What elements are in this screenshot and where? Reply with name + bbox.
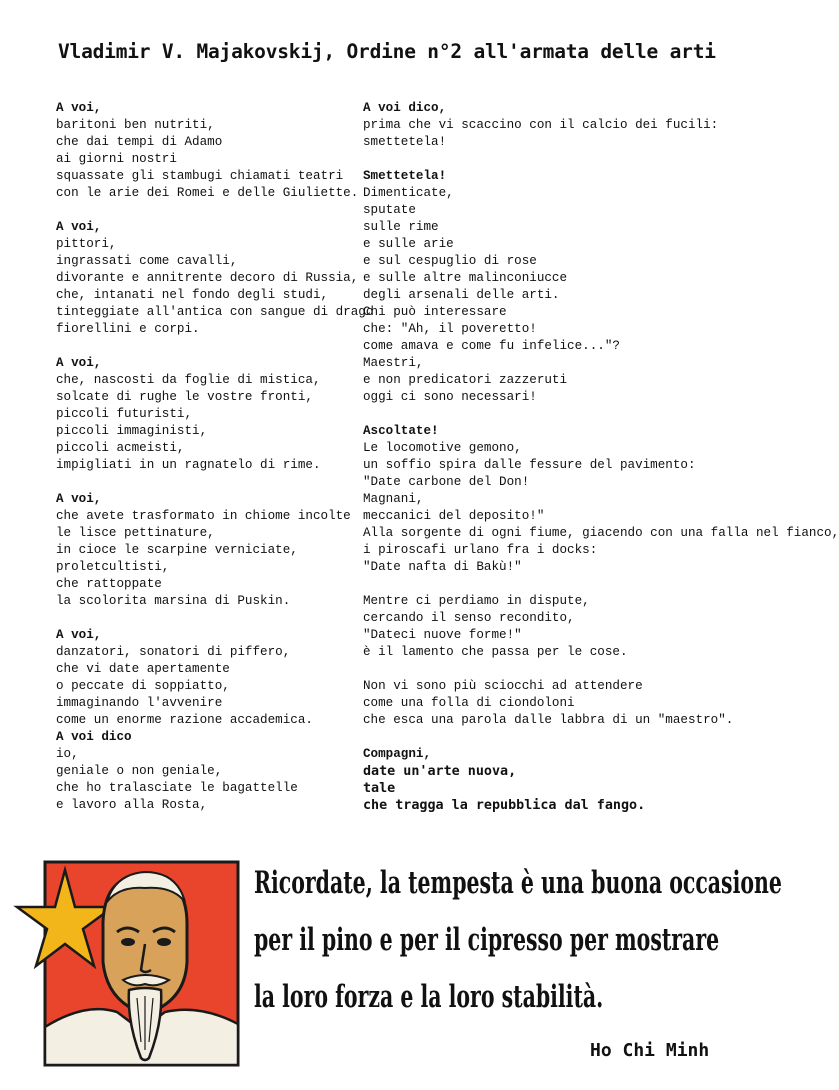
verse-line: e sul cespuglio di rose <box>363 254 537 268</box>
verse-line: come una folla di ciondoloni <box>363 696 575 710</box>
stanza-heading: Compagni, <box>363 747 432 761</box>
verse-line: Non vi sono più sciocchi ad attendere <box>363 679 643 693</box>
quote <box>254 855 782 1026</box>
stanza-heading: A voi, <box>56 101 102 115</box>
verse-line: o peccate di soppiatto, <box>56 679 230 693</box>
verse-line: squassate gli stambugi chiamati teatri <box>56 169 344 183</box>
verse-line: è il lamento che passa per le cose. <box>363 645 628 659</box>
verse-line: che ho tralasciate le bagattelle <box>56 781 298 795</box>
verse-line: Maestri, <box>363 356 424 370</box>
stanza <box>56 355 356 474</box>
verse-line: in cioce le scarpine verniciate, <box>56 543 298 557</box>
verse-line: cercando il senso recondito, <box>363 611 575 625</box>
stanza <box>56 100 359 202</box>
verse-line: proletcultisti, <box>56 560 170 574</box>
stanza <box>363 100 763 151</box>
verse-line: come un enorme razione accademica. <box>56 713 313 727</box>
verse-line: come amava e come fu infelice..."? <box>363 339 620 353</box>
stanza <box>363 593 763 661</box>
verse-line: e non predicatori zazzeruti <box>363 373 568 387</box>
verse-line: che esca una parola dalle labbra di un "maestro". <box>363 713 734 727</box>
closing-stanza <box>363 746 763 814</box>
verse-line: tinteggiate all'antica con sangue di drago <box>56 305 374 319</box>
verse-line: piccoli immaginisti, <box>56 424 208 438</box>
ho-chi-minh-portrait <box>45 862 238 1065</box>
verse-line: che avete trasformato in chiome incolte <box>56 509 351 523</box>
verse-line: meccanici del deposito!" <box>363 509 545 523</box>
stanza <box>56 729 356 814</box>
closing-line: date un'arte nuova, <box>363 764 517 779</box>
verse-line: immaginando l'avvenire <box>56 696 223 710</box>
verse-line: prima che vi scaccino con il calcio dei fucili: <box>363 118 719 132</box>
verse-line: sputate <box>363 203 416 217</box>
right-column <box>363 100 839 831</box>
stanza <box>363 168 763 406</box>
verse-line: oggi ci sono necessari! <box>363 390 537 404</box>
verse-line: Dimenticate, <box>363 186 454 200</box>
verse-line: solcate di rughe le vostre fronti, <box>56 390 313 404</box>
verse-line: "Date carbone del Don! <box>363 475 530 489</box>
verse-line: le lisce pettinature, <box>56 526 215 540</box>
stanza <box>363 423 839 576</box>
verse-line: con le arie dei Romei e delle Giuliette. <box>56 186 359 200</box>
quote-line: Ricordate, la tempesta è una buona occasione <box>254 865 782 901</box>
verse-line: baritoni ben nutriti, <box>56 118 215 132</box>
verse-line: fiorellini e corpi. <box>56 322 200 336</box>
verse-line: Magnani, <box>363 492 424 506</box>
stanza <box>56 627 356 729</box>
verse-line: che dai tempi di Adamo <box>56 135 223 149</box>
quote-line: per il pino e per il cipresso per mostrare <box>254 922 720 958</box>
verse-line: piccoli acmeisti, <box>56 441 185 455</box>
verse-line: io, <box>56 747 79 761</box>
verse-line: smettetela! <box>363 135 447 149</box>
stanza <box>56 491 356 610</box>
stanza <box>56 219 374 338</box>
stanza-heading: Smettetela! <box>363 169 447 183</box>
verse-line: ingrassati come cavalli, <box>56 254 238 268</box>
verse-line: e sulle altre malinconiucce <box>363 271 568 285</box>
verse-line: divorante e annitrente decoro di Russia, <box>56 271 359 285</box>
stanza-heading: A voi, <box>56 628 102 642</box>
stanza-heading: A voi, <box>56 492 102 506</box>
stanza-heading: A voi dico <box>56 730 132 744</box>
left-column <box>56 100 374 831</box>
stanza <box>363 678 763 729</box>
stanza-heading: A voi dico, <box>363 101 447 115</box>
quote-author: Ho Chi Minh <box>590 1040 710 1061</box>
verse-line: e lavoro alla Rosta, <box>56 798 208 812</box>
verse-line: i piroscafi urlano fra i docks: <box>363 543 598 557</box>
verse-line: la scolorita marsina di Puskin. <box>56 594 291 608</box>
verse-line: Chi può interessare <box>363 305 507 319</box>
verse-line: che, intanati nel fondo degli studi, <box>56 288 329 302</box>
stanza-heading: A voi, <box>56 220 102 234</box>
verse-line: Alla sorgente di ogni fiume, giacendo con una falla nel fianco, <box>363 526 839 540</box>
verse-line: che: "Ah, il poveretto! <box>363 322 537 336</box>
verse-line: che rattoppate <box>56 577 162 591</box>
closing-line: che tragga la repubblica dal fango. <box>363 798 646 813</box>
verse-line: che vi date apertamente <box>56 662 230 676</box>
verse-line: impigliati in un ragnatelo di rime. <box>56 458 321 472</box>
verse-line: che, nascosti da foglie di mistica, <box>56 373 321 387</box>
poem-title: Vladimir V. Majakovskij, Ordine n°2 all'armata delle arti <box>58 40 716 63</box>
stanza-heading: A voi, <box>56 356 102 370</box>
verse-line: pittori, <box>56 237 117 251</box>
verse-line: geniale o non geniale, <box>56 764 223 778</box>
quote-line: la loro forza e la loro stabilità. <box>254 979 604 1015</box>
stanza-heading: Ascoltate! <box>363 424 439 438</box>
verse-line: sulle rime <box>363 220 439 234</box>
verse-line: "Date nafta di Bakù!" <box>363 560 522 574</box>
verse-line: Mentre ci perdiamo in dispute, <box>363 594 590 608</box>
verse-line: danzatori, sonatori di piffero, <box>56 645 291 659</box>
verse-line: piccoli futuristi, <box>56 407 193 421</box>
verse-line: e sulle arie <box>363 237 454 251</box>
verse-line: Le locomotive gemono, <box>363 441 522 455</box>
verse-line: degli arsenali delle arti. <box>363 288 560 302</box>
closing-line: tale <box>363 781 396 796</box>
verse-line: ai giorni nostri <box>56 152 177 166</box>
verse-line: "Dateci nuove forme!" <box>363 628 522 642</box>
verse-line: un soffio spira dalle fessure del pavimento: <box>363 458 696 472</box>
